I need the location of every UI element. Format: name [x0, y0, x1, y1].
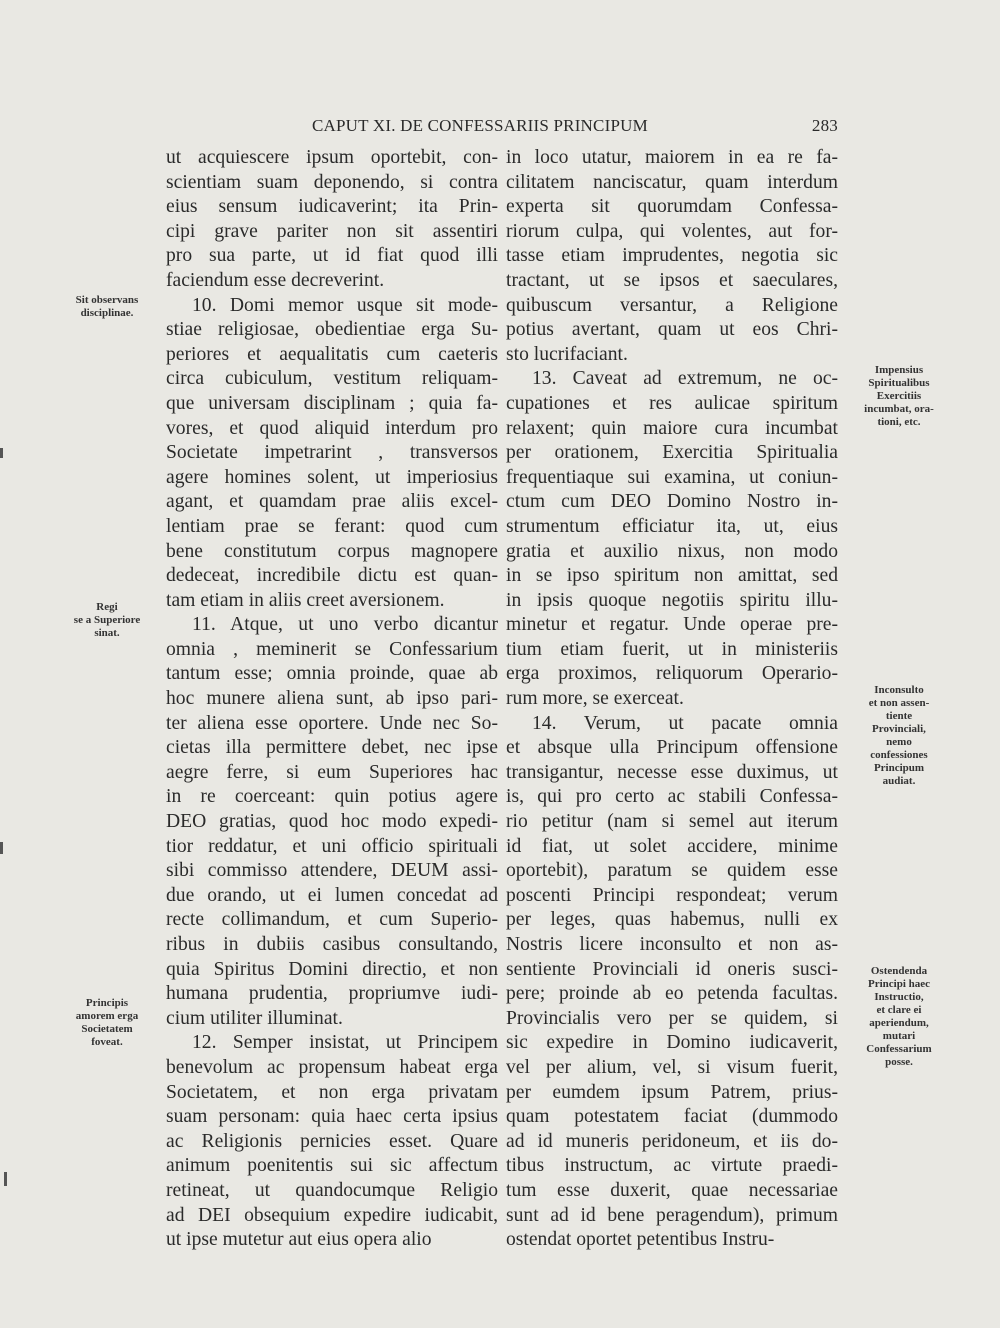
margin-note-line: incumbat, ora-: [864, 403, 934, 415]
text-line: minetur et regatur. Unde operae pre-: [506, 614, 838, 636]
text-line: ad id muneris peridoneum, et iis do-: [506, 1130, 838, 1152]
margin-note-line: Ostendenda: [870, 965, 928, 977]
margin-note-line: Spiritualibus: [868, 377, 930, 389]
margin-note-line: Principis: [85, 997, 129, 1009]
text-line: sunt ad id bene peragendum), primum: [506, 1204, 838, 1226]
text-line: et absque ulla Principum offensione: [506, 737, 838, 759]
margin-note-line: Exercitiis: [876, 390, 922, 402]
margin-note-line: audiat.: [882, 775, 916, 787]
text-line: cium utiliter illuminat.: [166, 1007, 343, 1029]
text-line: pere; proinde ab eo petenda facultas.: [506, 983, 838, 1005]
text-line: ut ipse mutetur aut eius opera alio: [166, 1229, 432, 1251]
text-line: omnia , meminerit se Confessarium: [166, 638, 498, 660]
text-line: dedeceat, incredibile dictu est quan-: [166, 565, 498, 587]
margin-note-line: disciplinae.: [80, 307, 134, 319]
text-line: in re coerceant: quin potius agere: [166, 786, 498, 808]
margin-note-line: Inconsulto: [874, 684, 924, 696]
left-margin-note: [52, 601, 162, 640]
text-line: scientiam suam deponendo, si contra: [166, 171, 498, 193]
margin-note-line: tiente: [885, 710, 913, 722]
text-line: quam potestatem faciat (dummodo: [506, 1106, 838, 1128]
text-line: rum more, se exerceat.: [506, 688, 684, 710]
text-line: 11. Atque, ut uno verbo dicantur: [192, 614, 498, 636]
right-margin-note: [842, 364, 956, 429]
chapter-title: CAPUT XI. DE CONFESSARIIS PRINCIPUM: [312, 116, 648, 135]
text-line: cietas illa permittere debet, nec ipse: [166, 737, 498, 759]
text-line: is, qui pro certo ac stabili Confessa-: [506, 786, 838, 808]
text-line: experta sit quorumdam Confessa-: [506, 196, 838, 218]
left-margin-note: [52, 294, 162, 320]
text-line: Nostris licere inconsulto et non as-: [506, 934, 838, 955]
text-line: relaxent; quin maiore cura incumbat: [506, 417, 838, 439]
text-line: due orando, ut ei lumen concedat ad: [166, 884, 498, 906]
text-line: erga proximos, reliquorum Operario-: [506, 663, 838, 685]
text-line: riorum culpa, qui volentes, aut for-: [506, 220, 838, 242]
margin-note-line: Confessarium: [866, 1043, 932, 1055]
text-line: 12. Semper insistat, ut Principem: [192, 1032, 498, 1054]
text-line: vel per alium, vel, si visum fuerit,: [506, 1056, 838, 1078]
text-line: rio petitur (nam si semel aut iterum: [506, 811, 838, 833]
text-line: ut acquiescere ipsum oportebit, con-: [166, 147, 498, 168]
text-line: tantum esse; omnia proinde, quae ab: [166, 663, 498, 685]
margin-note-line: se a Superiore: [73, 614, 141, 626]
margin-note-line: foveat.: [91, 1036, 123, 1048]
text-line: per leges, quas habemus, nulli ex: [506, 909, 838, 931]
text-line: benevolum ac propensum habeat erga: [166, 1056, 498, 1078]
text-line: 14. Verum, ut pacate omnia: [532, 712, 838, 734]
text-line: ad DEI obsequium expedire iudicabit,: [166, 1204, 498, 1226]
text-line: tibus instructum, ac virtute praedi-: [506, 1155, 838, 1177]
text-line: Societatem, et non erga privatam: [166, 1081, 498, 1103]
margin-note-line: mutari: [882, 1030, 916, 1042]
text-line: animum poenitentis sui sic affectum: [166, 1155, 498, 1177]
text-line: quia Spiritus Domini directio, et non: [166, 958, 498, 980]
text-line: Provincialis vero per se quidem, si: [506, 1007, 838, 1029]
margin-note-line: sinat.: [94, 627, 120, 639]
binding-mark: [4, 1172, 7, 1186]
text-line: periores et aequalitatis cum caeteris: [166, 343, 498, 365]
text-line: pro sua parte, ut id fiat quod illi: [166, 245, 498, 267]
text-line: aegre ferre, si eum Superiores hac: [166, 761, 498, 783]
text-line: transigantur, necesse esse duximus, ut: [506, 761, 838, 783]
text-line: sto lucrifaciant.: [506, 343, 628, 365]
right-margin-note: [842, 965, 956, 1069]
margin-note-line: tioni, etc.: [877, 416, 921, 428]
right-text-column: [506, 146, 838, 1253]
text-line: cupationes et res aulicae spiritum: [506, 392, 838, 414]
margin-note-line: confessiones: [870, 749, 928, 761]
left-margin-note: [52, 997, 162, 1049]
text-line: id fiat, ut solet accidere, minime: [506, 835, 838, 857]
text-line: per eumdem ipsum Patrem, prius-: [506, 1081, 838, 1103]
text-line: lentiam prae se ferant: quod cum: [166, 515, 498, 537]
text-line: gratia et auxilio nixus, non modo: [506, 540, 838, 562]
text-line: circa cubiculum, vestitum reliquam-: [166, 368, 498, 390]
text-line: in ipsis quoque negotiis spiritu illu-: [506, 589, 838, 611]
text-line: tasse etiam imprudentes, negotia sic: [506, 245, 838, 267]
binding-mark: [0, 842, 3, 854]
text-line: 10. Domi memor usque sit mode-: [192, 294, 498, 316]
margin-note-line: aperiendum,: [869, 1017, 929, 1029]
page-number: 283: [811, 116, 838, 135]
text-line: per orationem, Exercitia Spiritualia: [506, 442, 838, 464]
text-line: tum esse duxerit, quae necessariae: [506, 1179, 838, 1201]
margin-note-line: amorem erga: [75, 1010, 139, 1022]
margin-note-line: Regi: [96, 601, 118, 613]
text-line: ter aliena esse oportere. Unde nec So-: [166, 712, 498, 734]
text-line: ac Religionis pernicies esset. Quare: [166, 1130, 498, 1152]
right-margin-note: [842, 684, 956, 788]
margin-note-line: Principum: [873, 762, 925, 774]
margin-note-line: Provinciali,: [872, 723, 926, 735]
text-line: 13. Caveat ad extremum, ne oc-: [532, 368, 838, 390]
text-line: ostendat oportet petentibus Instru-: [506, 1229, 775, 1251]
margin-note-line: Principi haec: [867, 978, 931, 990]
margin-note-line: nemo: [886, 736, 912, 748]
text-line: in loco utatur, maiorem in ea re fa-: [506, 147, 838, 168]
text-line: poscenti Principi respondeat; verum: [506, 884, 838, 906]
margin-note-line: posse.: [885, 1056, 913, 1068]
margin-note-line: Impensius: [874, 364, 924, 376]
text-line: hoc munere aliena sunt, ab ipso pari-: [166, 688, 498, 710]
text-line: potius avertant, quam ut eos Chri-: [506, 319, 838, 341]
text-line: vores, et quod aliquid interdum pro: [166, 417, 498, 439]
margin-note-line: Societatem: [81, 1023, 133, 1035]
text-line: tior reddatur, et uni officio spirituali: [166, 835, 498, 857]
text-line: tium etiam fuerit, ut in ministeriis: [506, 638, 838, 660]
text-line: sic expedire in Domino iudicaverit,: [506, 1032, 838, 1054]
text-line: frequentiaque sui examina, ut coniun-: [506, 466, 838, 488]
text-line: que universam disciplinam ; quia fa-: [166, 392, 498, 414]
text-line: agant, et quamdam prae aliis excel-: [166, 491, 498, 513]
text-line: suam personam: quia haec certa ipsius: [166, 1106, 498, 1128]
text-line: tractant, ut se ipsos et saeculares,: [506, 269, 838, 291]
margin-note-line: Instructio,: [874, 991, 924, 1003]
margin-note-line: et clare ei: [876, 1004, 922, 1016]
text-line: cilitatem nanciscatur, quam interdum: [506, 171, 838, 193]
margin-note-line: Sit observans: [75, 294, 139, 306]
text-line: sentiente Provinciali id oneris susci-: [506, 958, 838, 980]
text-line: agere homines solent, ut imperiosius: [166, 466, 498, 488]
text-line: retineat, ut quandocumque Religio: [166, 1179, 498, 1201]
text-line: eius sensum iudicaverint; ita Prin-: [166, 196, 498, 218]
text-line: stiae religiosae, obedientiae erga Su-: [166, 319, 498, 341]
text-line: bene constitutum corpus magnopere: [166, 540, 498, 562]
margin-note-line: et non assen-: [868, 697, 930, 709]
text-line: ribus in dubiis casibus consultando,: [166, 934, 498, 955]
left-text-column: [166, 146, 498, 1253]
text-line: faciendum esse decreverint.: [166, 269, 385, 291]
text-line: Societate impetrarint , transversos: [166, 442, 498, 464]
text-line: strumentum efficiatur ita, ut, eius: [506, 515, 838, 537]
text-line: quibuscum versantur, a Religione: [506, 294, 838, 316]
text-line: DEO gratias, quod hoc modo expedi-: [166, 811, 498, 833]
binding-mark: [0, 448, 3, 458]
text-line: ctum cum DEO Domino Nostro in-: [506, 491, 838, 513]
text-line: oportebit), paratum se quidem esse: [506, 860, 838, 882]
text-line: recte collimandum, et cum Superio-: [166, 909, 498, 931]
text-line: sibi commisso attendere, DEUM assi-: [166, 860, 498, 882]
text-line: tam etiam in aliis creet aversionem.: [166, 589, 445, 611]
text-line: cipi grave pariter non sit assentiri: [166, 220, 498, 242]
text-line: in se ipso spiritum non amittat, sed: [506, 565, 838, 587]
text-line: humana prudentia, propriumve iudi-: [166, 983, 498, 1005]
